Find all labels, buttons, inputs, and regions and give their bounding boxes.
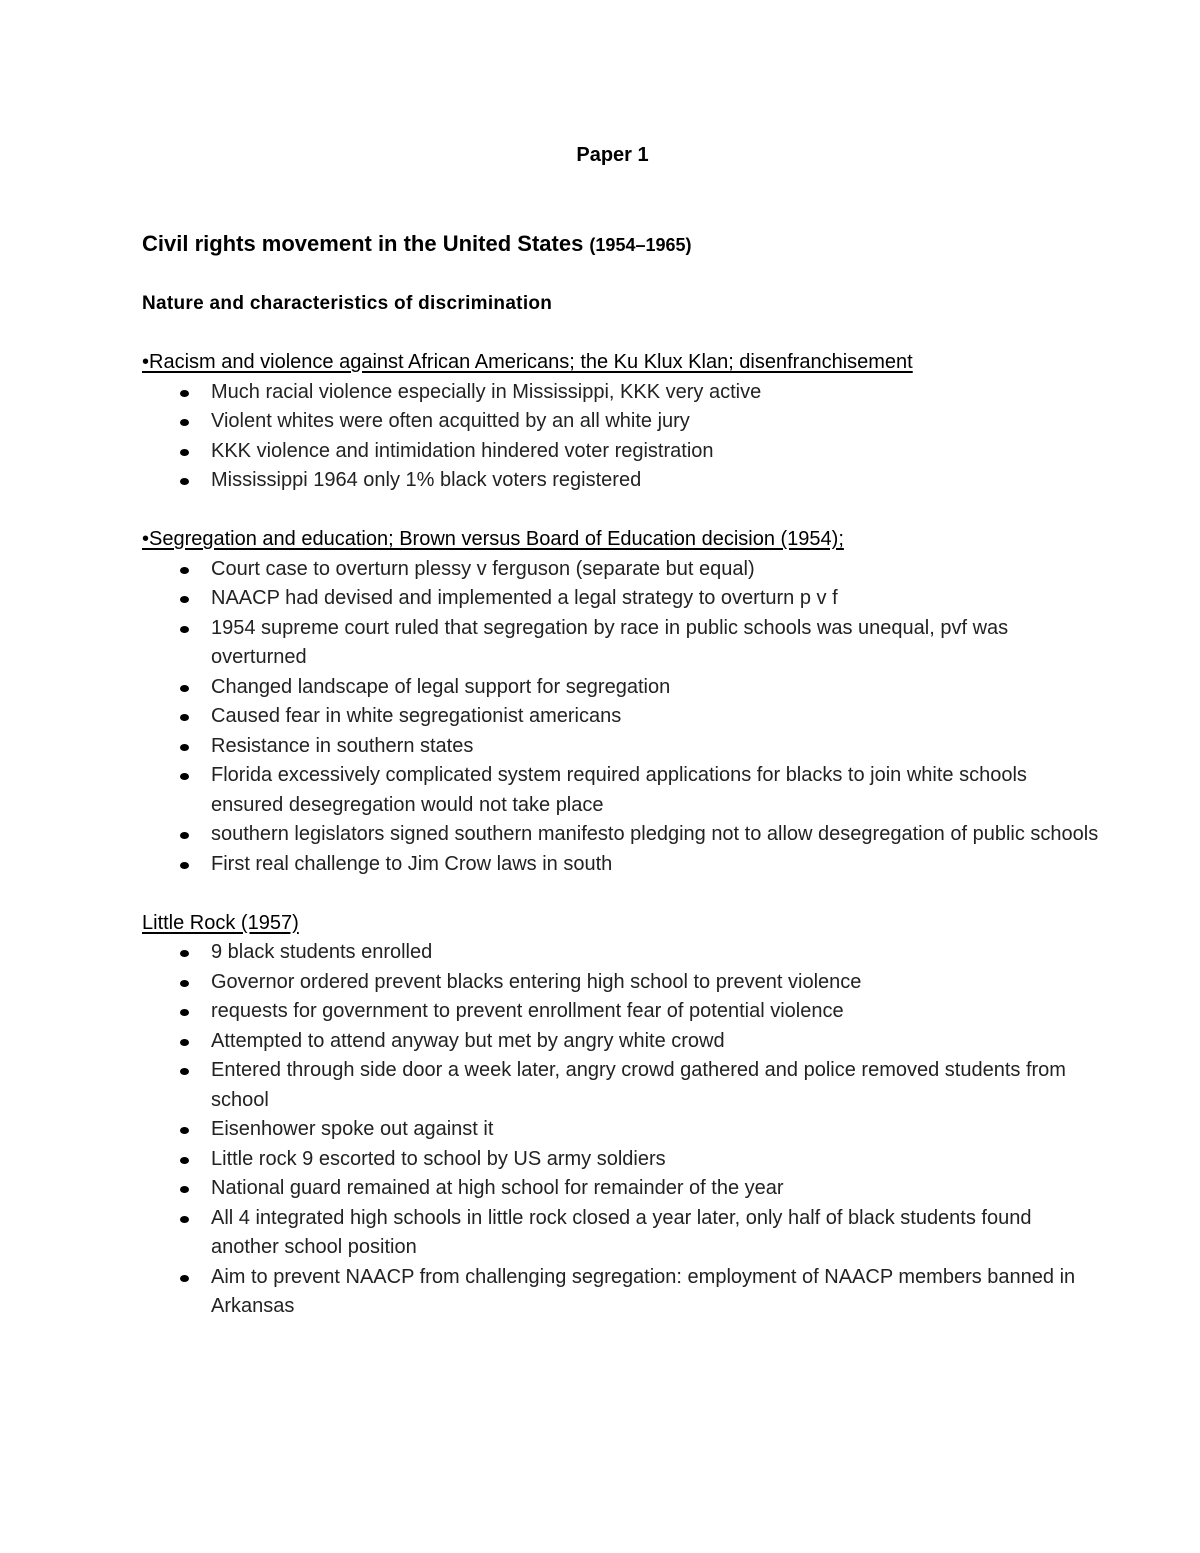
list-item — [142, 614, 1102, 673]
bullet-icon — [180, 773, 189, 780]
bullet-icon — [180, 1068, 189, 1075]
bullet-list — [142, 378, 1102, 496]
list-item-text: Changed landscape of legal support for segregation — [211, 675, 671, 698]
list-item — [142, 407, 1102, 437]
list-item — [142, 1145, 1102, 1175]
bullet-icon — [180, 714, 189, 721]
list-item-text: Caused fear in white segregationist americans — [211, 705, 622, 727]
list-item-text: Attempted to attend anyway but met by angry white crowd — [211, 1029, 725, 1052]
list-item — [142, 968, 1102, 998]
bullet-icon — [180, 832, 189, 839]
list-item — [142, 820, 1102, 850]
list-item — [142, 850, 1102, 880]
list-item — [142, 555, 1102, 585]
bullet-icon — [180, 596, 189, 603]
main-heading-text: Civil rights movement in the United States — [142, 231, 590, 256]
list-item-text: 1954 supreme court ruled that segregation by race in public schools was unequal, pvf was overturned — [211, 616, 1009, 668]
list-item-text: Little rock 9 escorted to school by US army soldiers — [211, 1147, 666, 1170]
list-item-text: southern legislators signed southern manifesto pledging not to allow desegregation of public schools — [211, 823, 1099, 845]
list-item — [142, 1115, 1102, 1145]
list-item — [142, 761, 1102, 820]
list-item-text: Court case to overturn plessy v ferguson (separate but equal) — [211, 557, 755, 580]
document-title: Paper 1 — [576, 144, 649, 166]
bullet-icon — [180, 567, 189, 574]
bullet-icon — [180, 626, 189, 633]
bullet-icon — [180, 1216, 189, 1223]
bullet-icon — [180, 1009, 189, 1016]
list-item-text: Much racial violence especially in Mississippi, KKK very active — [211, 380, 762, 403]
list-item-text: Resistance in southern states — [211, 734, 474, 757]
bullet-icon — [180, 862, 189, 869]
list-item — [142, 1204, 1102, 1263]
main-heading — [142, 229, 1102, 259]
list-item — [142, 997, 1102, 1027]
section-heading: •Segregation and education; Brown versus Board of Education decision (1954); — [142, 528, 844, 550]
list-item-text: Aim to prevent NAACP from challenging segregation: employment of NAACP members banned in Arkansas — [211, 1265, 1076, 1317]
list-item — [142, 1056, 1102, 1115]
subheading: Nature and characteristics of discrimination — [142, 293, 553, 314]
list-item-text: Violent whites were often acquitted by an all white jury — [211, 410, 690, 432]
bullet-icon — [180, 980, 189, 987]
list-item — [142, 702, 1102, 732]
list-item — [142, 1174, 1102, 1204]
list-item — [142, 938, 1102, 968]
bullet-icon — [180, 1275, 189, 1282]
list-item — [142, 673, 1102, 703]
section — [142, 525, 1102, 879]
sections-container — [142, 348, 1102, 1322]
bullet-icon — [180, 449, 189, 456]
list-item — [142, 378, 1102, 408]
list-item — [142, 584, 1102, 614]
list-item-text: 9 black students enrolled — [211, 941, 433, 963]
list-item-text: Florida excessively complicated system required applications for blacks to join white schools ensured desegregation would not take place — [211, 764, 1027, 816]
main-heading-years: (1954–1965) — [589, 235, 692, 255]
list-item — [142, 437, 1102, 467]
list-item — [142, 466, 1102, 496]
list-item — [142, 1263, 1102, 1322]
section — [142, 348, 1102, 496]
bullet-icon — [180, 478, 189, 485]
list-item-text: NAACP had devised and implemented a legal strategy to overturn p v f — [211, 587, 838, 609]
bullet-list — [142, 938, 1102, 1322]
bullet-icon — [180, 744, 189, 751]
bullet-icon — [180, 1157, 189, 1164]
list-item-text: Mississippi 1964 only 1% black voters registered — [211, 469, 642, 491]
list-item-text: KKK violence and intimidation hindered voter registration — [211, 439, 714, 462]
list-item-text: Entered through side door a week later, angry crowd gathered and police removed students from school — [211, 1059, 1066, 1111]
list-item — [142, 1027, 1102, 1057]
list-item-text: National guard remained at high school for remainder of the year — [211, 1177, 784, 1199]
bullet-icon — [180, 685, 189, 692]
list-item — [142, 732, 1102, 762]
bullet-icon — [180, 1127, 189, 1134]
document-body — [142, 229, 1102, 1322]
bullet-icon — [180, 950, 189, 957]
list-item-text: Eisenhower spoke out against it — [211, 1118, 494, 1140]
bullet-list — [142, 555, 1102, 880]
section-heading: •Racism and violence against African Americans; the Ku Klux Klan; disenfranchisement — [142, 351, 913, 373]
bullet-icon — [180, 1039, 189, 1046]
bullet-icon — [180, 1186, 189, 1193]
section — [142, 909, 1102, 1322]
bullet-icon — [180, 390, 189, 397]
list-item-text: First real challenge to Jim Crow laws in south — [211, 852, 613, 875]
list-item-text: requests for government to prevent enrollment fear of potential violence — [211, 1000, 844, 1022]
list-item-text: Governor ordered prevent blacks entering high school to prevent violence — [211, 970, 862, 993]
section-heading: Little Rock (1957) — [142, 911, 299, 934]
bullet-icon — [180, 419, 189, 426]
list-item-text: All 4 integrated high schools in little rock closed a year later, only half of black students found another school position — [211, 1206, 1032, 1258]
